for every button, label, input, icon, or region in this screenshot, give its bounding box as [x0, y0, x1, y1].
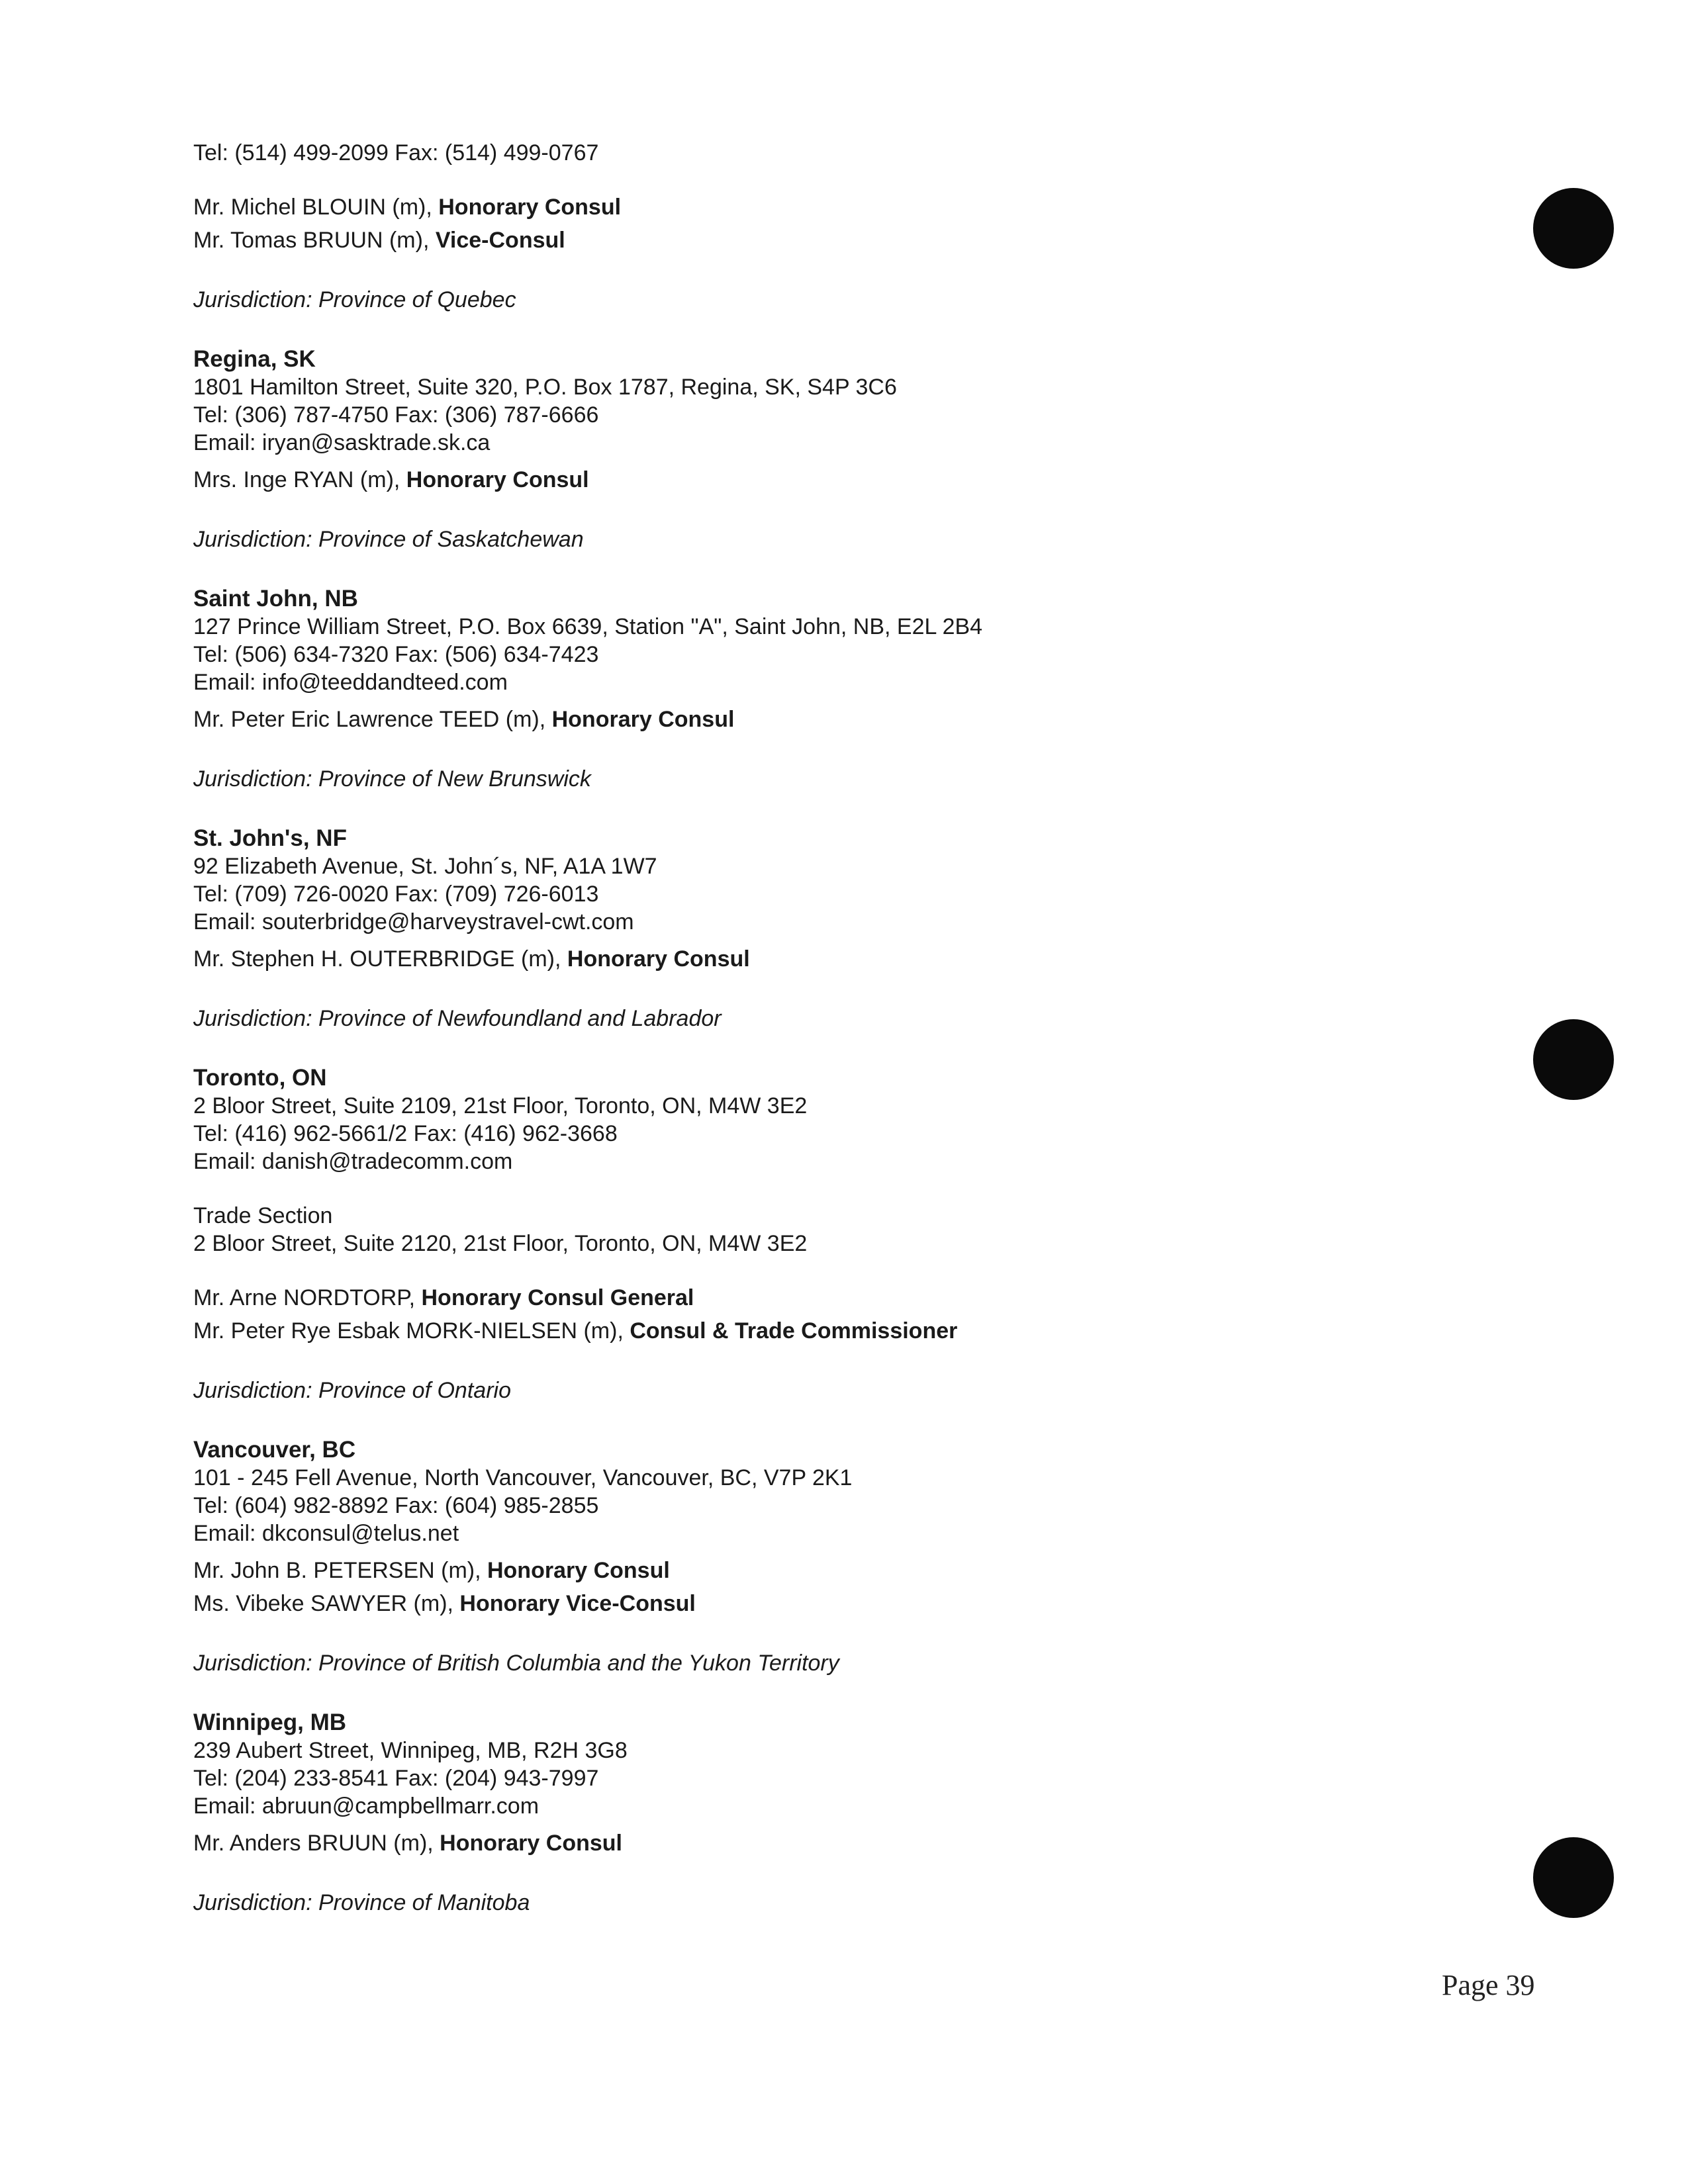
official-name: Mr. Peter Rye Esbak MORK-NIELSEN (m),	[193, 1318, 630, 1343]
email: Email: dkconsul@telus.net	[193, 1521, 459, 1546]
jurisdiction: Jurisdiction: Province of Quebec	[193, 287, 516, 312]
entry-regina	[193, 345, 1451, 553]
tel-fax: Tel: (604) 982-8892 Fax: (604) 985-2855	[193, 1493, 599, 1518]
tel-fax: Tel: (416) 962-5661/2 Fax: (416) 962-3668	[193, 1121, 618, 1146]
address: 2 Bloor Street, Suite 2109, 21st Floor, Toronto, ON, M4W 3E2	[193, 1093, 808, 1118]
official-title: Honorary Consul	[567, 946, 750, 972]
official	[193, 1829, 1451, 1857]
official-name: Mr. Peter Eric Lawrence TEED (m),	[193, 707, 552, 732]
entry-saint-john	[193, 585, 1451, 793]
punch-hole-bottom	[1533, 1837, 1614, 1918]
punch-hole-top	[1533, 188, 1614, 269]
city-heading: Vancouver, BC	[193, 1437, 356, 1463]
official-title: Honorary Consul General	[421, 1285, 694, 1310]
entry-st-johns	[193, 825, 1451, 1032]
email: Email: iryan@sasktrade.sk.ca	[193, 430, 491, 455]
email: Email: souterbridge@harveystravel-cwt.com	[193, 909, 634, 934]
official-title: Consul & Trade Commissioner	[630, 1318, 958, 1343]
jurisdiction: Jurisdiction: Province of Ontario	[193, 1378, 511, 1403]
email: Email: info@teeddandteed.com	[193, 670, 508, 695]
address: 127 Prince William Street, P.O. Box 6639, Station "A", Saint John, NB, E2L 2B4	[193, 614, 983, 639]
tel-fax: Tel: (306) 787-4750 Fax: (306) 787-6666	[193, 402, 599, 428]
official	[193, 1284, 1451, 1312]
punch-hole-middle	[1533, 1019, 1614, 1100]
jurisdiction: Jurisdiction: Province of Manitoba	[193, 1890, 530, 1915]
tel-fax: Tel: (204) 233-8541 Fax: (204) 943-7997	[193, 1766, 599, 1791]
entry-montreal-continued	[193, 139, 1451, 314]
official	[193, 193, 1451, 221]
entry-vancouver	[193, 1436, 1451, 1677]
entry-toronto	[193, 1064, 1451, 1404]
city-heading: Winnipeg, MB	[193, 1709, 347, 1735]
official	[193, 1317, 1451, 1345]
official-title: Honorary Consul	[487, 1558, 670, 1583]
jurisdiction: Jurisdiction: Province of British Columbia and the Yukon Territory	[193, 1651, 839, 1676]
official-name: Mr. Arne NORDTORP,	[193, 1285, 422, 1310]
official-name: Mrs. Inge RYAN (m),	[193, 467, 406, 492]
official-title: Honorary Consul	[551, 707, 735, 732]
tel-fax: Tel: (514) 499-2099 Fax: (514) 499-0767	[193, 140, 599, 165]
official	[193, 1590, 1451, 1617]
consulate-list	[193, 139, 1451, 1917]
official-title: Honorary Vice-Consul	[459, 1591, 696, 1616]
jurisdiction: Jurisdiction: Province of Saskatchewan	[193, 527, 584, 552]
address: 239 Aubert Street, Winnipeg, MB, R2H 3G8	[193, 1738, 628, 1763]
trade-section-label: Trade Section	[193, 1203, 333, 1228]
address: 101 - 245 Fell Avenue, North Vancouver, Vancouver, BC, V7P 2K1	[193, 1465, 853, 1490]
official-name: Mr. Anders BRUUN (m),	[193, 1831, 440, 1856]
official-name: Ms. Vibeke SAWYER (m),	[193, 1591, 460, 1616]
entry-winnipeg	[193, 1709, 1451, 1917]
city-heading: Saint John, NB	[193, 586, 358, 612]
tel-fax: Tel: (709) 726-0020 Fax: (709) 726-6013	[193, 882, 599, 907]
official	[193, 226, 1451, 254]
official-name: Mr. Tomas BRUUN (m),	[193, 228, 436, 253]
city-heading: St. John's, NF	[193, 825, 347, 851]
address: 92 Elizabeth Avenue, St. John´s, NF, A1A 1W7	[193, 854, 657, 879]
official	[193, 945, 1451, 973]
email: Email: abruun@campbellmarr.com	[193, 1794, 539, 1819]
official-name: Mr. Michel BLOUIN (m),	[193, 195, 439, 220]
jurisdiction: Jurisdiction: Province of New Brunswick	[193, 766, 591, 792]
trade-section-address: 2 Bloor Street, Suite 2120, 21st Floor, Toronto, ON, M4W 3E2	[193, 1231, 808, 1256]
city-heading: Toronto, ON	[193, 1065, 327, 1091]
official-title: Vice-Consul	[435, 228, 565, 253]
official-title: Honorary Consul	[438, 195, 622, 220]
address: 1801 Hamilton Street, Suite 320, P.O. Box 1787, Regina, SK, S4P 3C6	[193, 375, 897, 400]
page-number: Page 39	[1442, 1969, 1535, 2001]
tel-fax: Tel: (506) 634-7320 Fax: (506) 634-7423	[193, 642, 599, 667]
jurisdiction: Jurisdiction: Province of Newfoundland and Labrador	[193, 1006, 722, 1031]
official	[193, 1557, 1451, 1584]
official-title: Honorary Consul	[406, 467, 589, 492]
email: Email: danish@tradecomm.com	[193, 1149, 513, 1174]
city-heading: Regina, SK	[193, 346, 316, 372]
official	[193, 466, 1451, 494]
official-name: Mr. John B. PETERSEN (m),	[193, 1558, 487, 1583]
official-title: Honorary Consul	[440, 1831, 622, 1856]
official-name: Mr. Stephen H. OUTERBRIDGE (m),	[193, 946, 567, 972]
official	[193, 705, 1451, 733]
